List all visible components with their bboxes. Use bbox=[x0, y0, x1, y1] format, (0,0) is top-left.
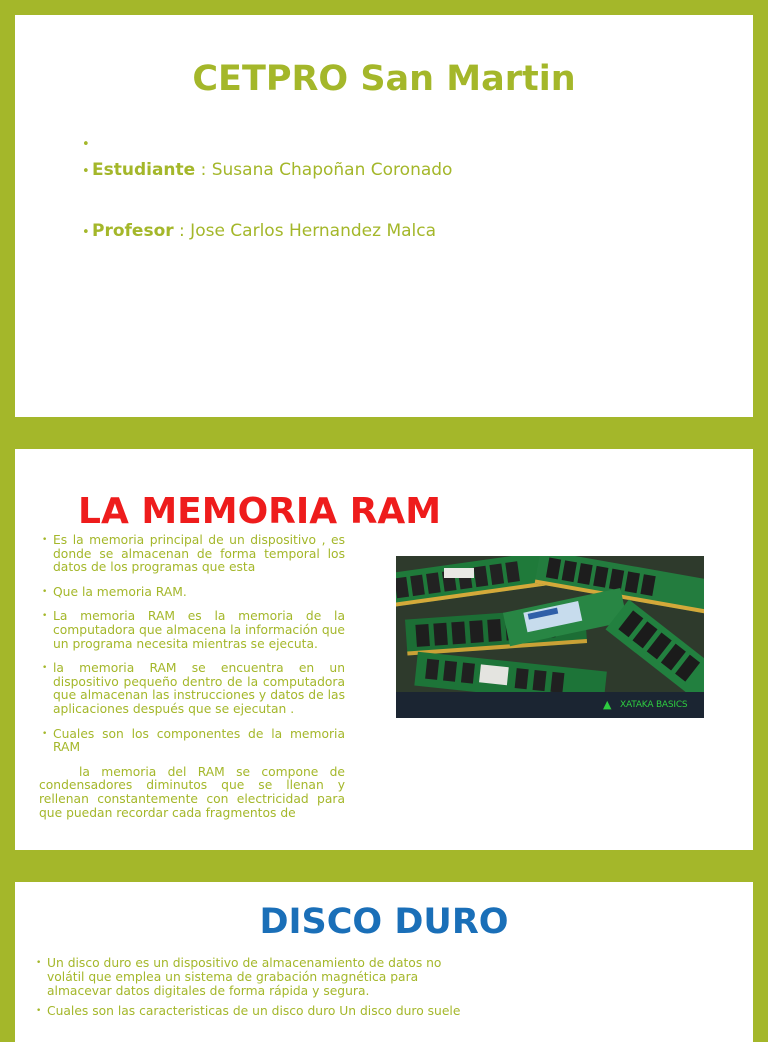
list-item: • Que la memoria RAM. bbox=[42, 584, 187, 599]
list-item: • Un disco duro es un dispositivo de almacenamiento de datos no volátil que emplea un sistema de grabación magnética para almacevar datos digitales de forma rápida y segura. bbox=[36, 956, 442, 998]
disco-title: DISCO DURO bbox=[259, 902, 509, 942]
student-name: : Susana Chapoñan Coronado bbox=[195, 160, 453, 180]
student-line bbox=[82, 160, 452, 180]
ram-modules-photo bbox=[396, 556, 704, 718]
list-item: • la memoria RAM se encuentra en un dispositivo pequeño dentro de la computadora que almacenan las instrucciones y datos de las aplicaciones después que se ejecutan . bbox=[42, 661, 345, 716]
list-item: • La memoria RAM es la memoria de la computadora que almacena la información que un programa necesita mientras se ejecuta. bbox=[42, 609, 345, 651]
slide-title bbox=[15, 15, 753, 417]
slide-memoria-ram bbox=[15, 449, 753, 850]
bullet-icon: • bbox=[82, 225, 90, 240]
bullet-icon: • bbox=[42, 535, 48, 545]
empty-bullet bbox=[82, 133, 92, 153]
professor-line bbox=[82, 221, 436, 241]
graduation-cap-icon: ▲ bbox=[603, 698, 612, 711]
list-item: • Cuales son las caracteristicas de un disco duro Un disco duro suele bbox=[36, 1004, 461, 1019]
bullet-icon: • bbox=[42, 728, 48, 739]
list-item: • Cuales son los componentes de la memoria RAM bbox=[42, 726, 345, 755]
ram-text-column bbox=[39, 534, 345, 820]
bullet-icon: • bbox=[82, 164, 90, 179]
ram-title: LA MEMORIA RAM bbox=[78, 491, 442, 532]
slide-disco-duro bbox=[15, 882, 753, 1042]
disco-text-column bbox=[35, 957, 465, 1026]
bullet-icon: • bbox=[42, 611, 48, 622]
bullet-icon: • bbox=[42, 663, 48, 674]
professor-label: Profesor bbox=[92, 221, 174, 241]
professor-name: : Jose Carlos Hernandez Malca bbox=[173, 221, 437, 241]
list-item: • Es la memoria principal de un dispositivo , es donde se almacenan de forma temporal los datos de los programas que esta bbox=[42, 533, 345, 575]
bullet-icon: • bbox=[36, 958, 42, 968]
slide-title-heading: CETPRO San Martin bbox=[192, 59, 576, 99]
bullet-icon: • bbox=[82, 137, 90, 152]
ram-paragraph: la memoria del RAM se compone de condensadores diminutos que se llenan y rellenan constantemente con electricidad para que puedan recordar cada fragmentos de bbox=[39, 764, 345, 820]
bullet-icon: • bbox=[36, 1006, 42, 1017]
image-caption: XATAKA BASICS bbox=[620, 700, 688, 710]
bullet-icon: • bbox=[42, 586, 48, 597]
student-label: Estudiante bbox=[92, 160, 196, 180]
